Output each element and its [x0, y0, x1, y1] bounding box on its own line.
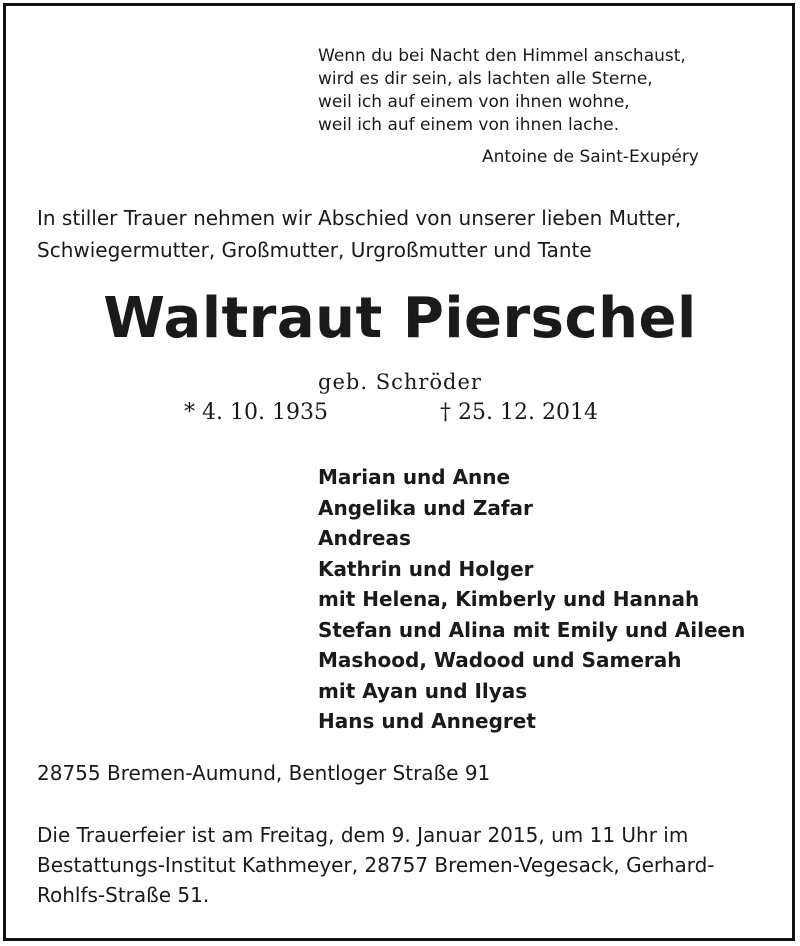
mourner-entry: mit Helena, Kimberly und Hannah	[318, 587, 700, 611]
birth-date: * 4. 10. 1935	[184, 400, 328, 425]
intro-line: In stiller Trauer nehmen wir Abschied von unserer lieben Mutter,	[37, 206, 682, 230]
mourner-entry: Angelika und Zafar	[318, 495, 533, 520]
deceased-name: Waltraut Pierschel	[103, 286, 697, 351]
service-line: Die Trauerfeier ist am Freitag, dem 9. Januar 2015, um 11 Uhr im	[37, 823, 689, 847]
quote-author: Antoine de Saint-Exupéry	[482, 147, 699, 167]
death-date: † 25. 12. 2014	[440, 400, 598, 425]
mourner-entry: Marian und Anne	[318, 465, 511, 489]
funeral-service-info	[37, 820, 715, 910]
intro-text	[37, 202, 681, 266]
poem-quote	[318, 45, 686, 137]
mourner-entry: Mashood, Wadood und Samerah	[318, 648, 682, 672]
quote-line: wird es dir sein, als lachten alle Sterne,	[318, 69, 653, 89]
quote-line: weil ich auf einem von ihnen lache.	[318, 115, 620, 135]
intro-line: Schwiegermutter, Großmutter, Urgroßmutter und Tante	[37, 238, 592, 262]
quote-line: weil ich auf einem von ihnen wohne,	[318, 92, 630, 112]
mourner-entry: Kathrin und Holger	[318, 556, 534, 581]
family-address: 28755 Bremen-Aumund, Bentloger Straße 91	[37, 761, 491, 785]
mourners-list	[318, 462, 745, 737]
service-line: Rohlfs-Straße 51.	[37, 883, 210, 907]
birth-name: geb. Schröder	[318, 370, 482, 394]
mourner-entry: Stefan und Alina mit Emily und Aileen	[318, 617, 746, 642]
mourner-entry: mit Ayan und Ilyas	[318, 678, 528, 703]
mourner-entry: Hans und Annegret	[318, 709, 536, 733]
quote-line: Wenn du bei Nacht den Himmel anschaust,	[318, 46, 686, 66]
service-line: Bestattungs-Institut Kathmeyer, 28757 Bremen-Vegesack, Gerhard-	[37, 853, 715, 877]
mourner-entry: Andreas	[318, 526, 411, 550]
